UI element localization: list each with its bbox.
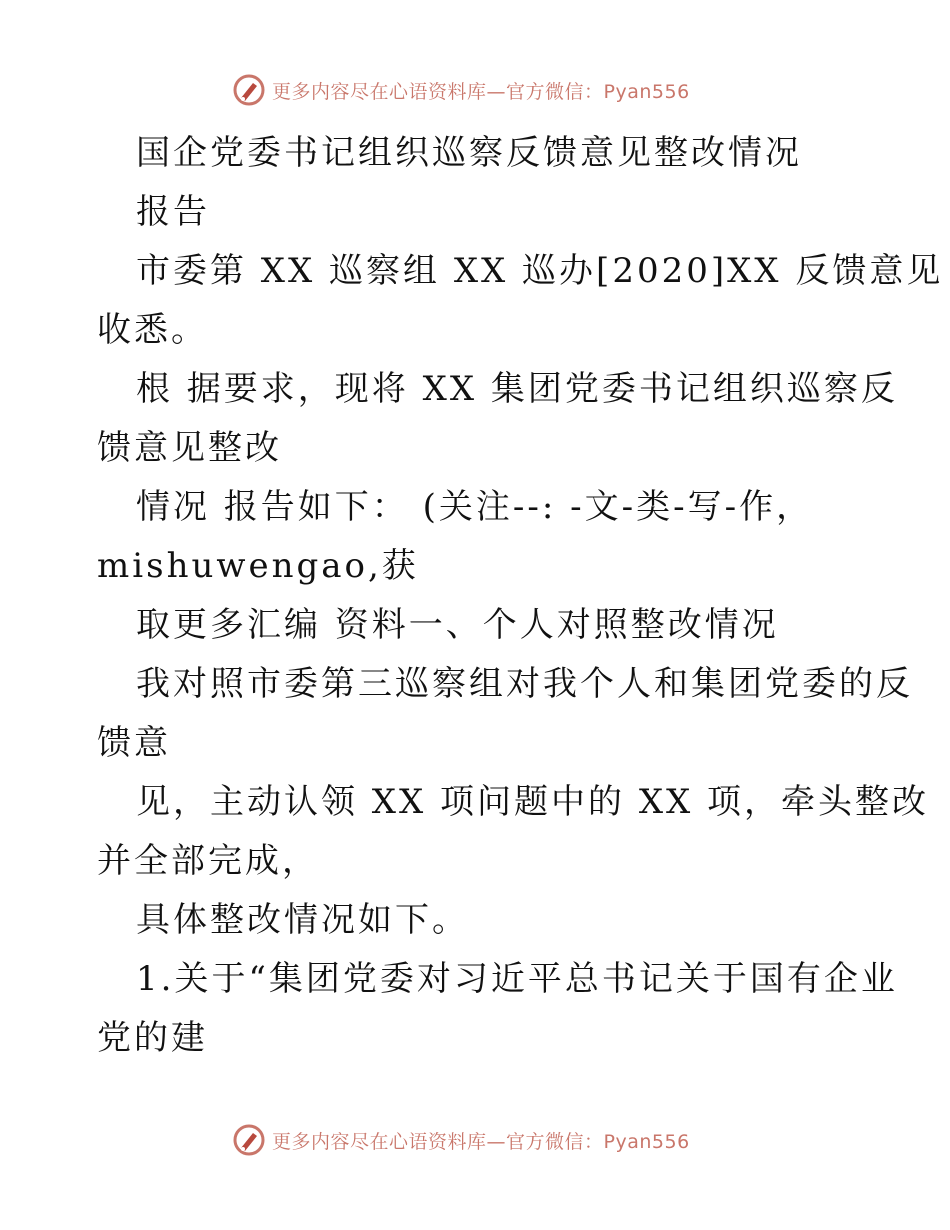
paragraph-line: 根 据要求，现将 XX 集团党委书记组织巡察反: [136, 369, 898, 409]
paragraph-line: 馈意: [97, 723, 171, 763]
doc-title-line-2: 报告: [136, 192, 210, 232]
pen-nib-logo-icon: [232, 1123, 266, 1157]
pen-nib-logo-icon: [232, 73, 266, 107]
paragraph-line: 我对照市委第三巡察组对我个人和集团党委的反: [136, 664, 913, 704]
paragraph-line: 情况 报告如下： (关注--: -文-类-写-作，: [136, 487, 814, 527]
paragraph-line: 党的建: [97, 1018, 208, 1058]
paragraph-line: 市委第 XX 巡察组 XX 巡办[2020]XX 反馈意见: [136, 251, 944, 291]
paragraph-line: mishuwengao,获: [97, 546, 419, 586]
watermark-text: 更多内容尽在心语资料库—官方微信：Pyan556: [272, 1130, 690, 1153]
document-body: [97, 124, 944, 1068]
paragraph-line: 收悉。: [97, 310, 208, 350]
paragraph-line: 见，主动认领 XX 项问题中的 XX 项，牵头整改: [136, 782, 930, 822]
paragraph-line: 并全部完成，: [97, 841, 319, 881]
doc-title-line-1: 国企党委书记组织巡察反馈意见整改情况: [136, 133, 802, 173]
footer-watermark: [232, 1122, 690, 1158]
watermark-text: 更多内容尽在心语资料库—官方微信：Pyan556: [272, 80, 690, 103]
paragraph-line: 馈意见整改: [97, 428, 282, 468]
paragraph-line: 1.关于“集团党委对习近平总书记关于国有企业: [136, 959, 898, 999]
header-watermark: [232, 72, 690, 108]
paragraph-line: 取更多汇编 资料一、个人对照整改情况: [136, 605, 779, 645]
paragraph-line: 具体整改情况如下。: [136, 900, 469, 940]
